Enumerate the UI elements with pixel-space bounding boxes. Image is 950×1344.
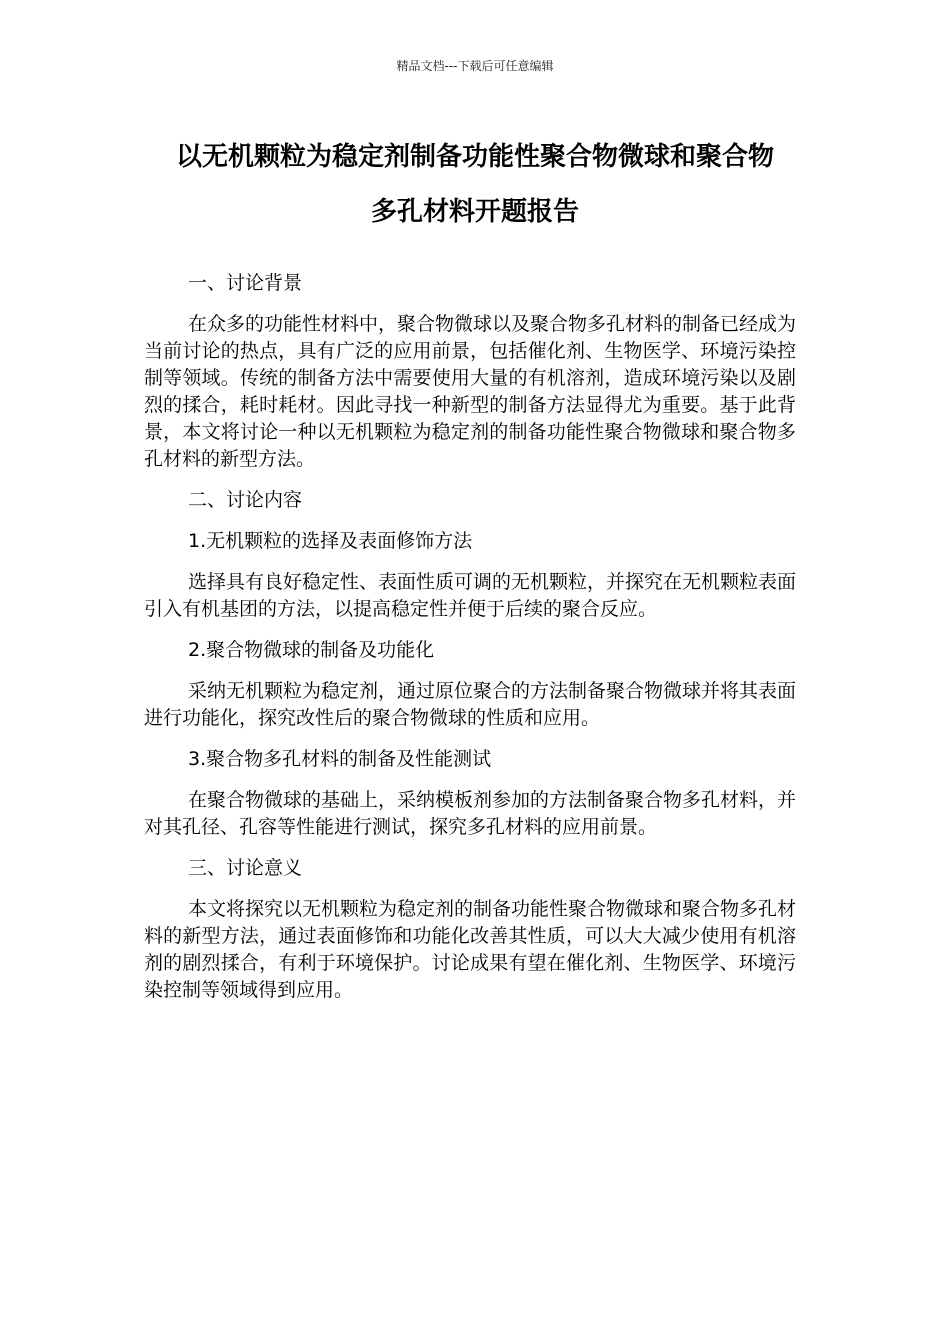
subheading-item-3: 3.聚合物多孔材料的制备及性能测试	[188, 748, 492, 770]
paragraph-item-1: 选择具有良好稳定性、表面性质可调的无机颗粒，并探究在无机颗粒表面引入有机基团的方法，以提高稳定性并便于后续的聚合反应。	[144, 571, 797, 620]
section-heading-content: 二、讨论内容	[188, 489, 303, 511]
paragraph-significance: 本文将探究以无机颗粒为稳定剂的制备功能性聚合物微球和聚合物多孔材料的新型方法，通过表面修饰和功能化改善其性质，可以大大减少使用有机溶剂的剧烈揉合，有利于环境保护。讨论成果有望在催化剂、生物医学、环境污染控制等领域得到应用。	[144, 898, 797, 1001]
subheading-item-1: 1.无机颗粒的选择及表面修饰方法	[188, 530, 473, 552]
section-heading-significance: 三、讨论意义	[188, 857, 303, 879]
header-note: 精品文档---下载后可任意编辑	[396, 59, 554, 73]
subheading-item-2: 2.聚合物微球的制备及功能化	[188, 639, 435, 661]
title-line-1: 以无机颗粒为稳定剂制备功能性聚合物微球和聚合物	[175, 142, 774, 172]
paragraph-background: 在众多的功能性材料中，聚合物微球以及聚合物多孔材料的制备已经成为当前讨论的热点，具有广泛的应用前景，包括催化剂、生物医学、环境污染控制等领域。传统的制备方法中需要使用大量的有机溶剂，造成环境污染以及剧烈的揉合，耗时耗材。因此寻找一种新型的制备方法显得尤为重要。基于此背景，本文将讨论一种以无机颗粒为稳定剂的制备功能性聚合物微球和聚合物多孔材料的新型方法。	[144, 313, 797, 470]
paragraph-item-3: 在聚合物微球的基础上，采纳模板剂参加的方法制备聚合物多孔材料，并对其孔径、孔容等性能进行测试，探究多孔材料的应用前景。	[144, 789, 797, 838]
document-title	[140, 130, 810, 240]
title-line-2: 多孔材料开题报告	[370, 197, 579, 227]
document-body	[144, 270, 796, 1018]
section-heading-background: 一、讨论背景	[188, 272, 303, 294]
paragraph-item-2: 采纳无机颗粒为稳定剂，通过原位聚合的方法制备聚合物微球并将其表面进行功能化，探究改性后的聚合物微球的性质和应用。	[144, 680, 797, 729]
